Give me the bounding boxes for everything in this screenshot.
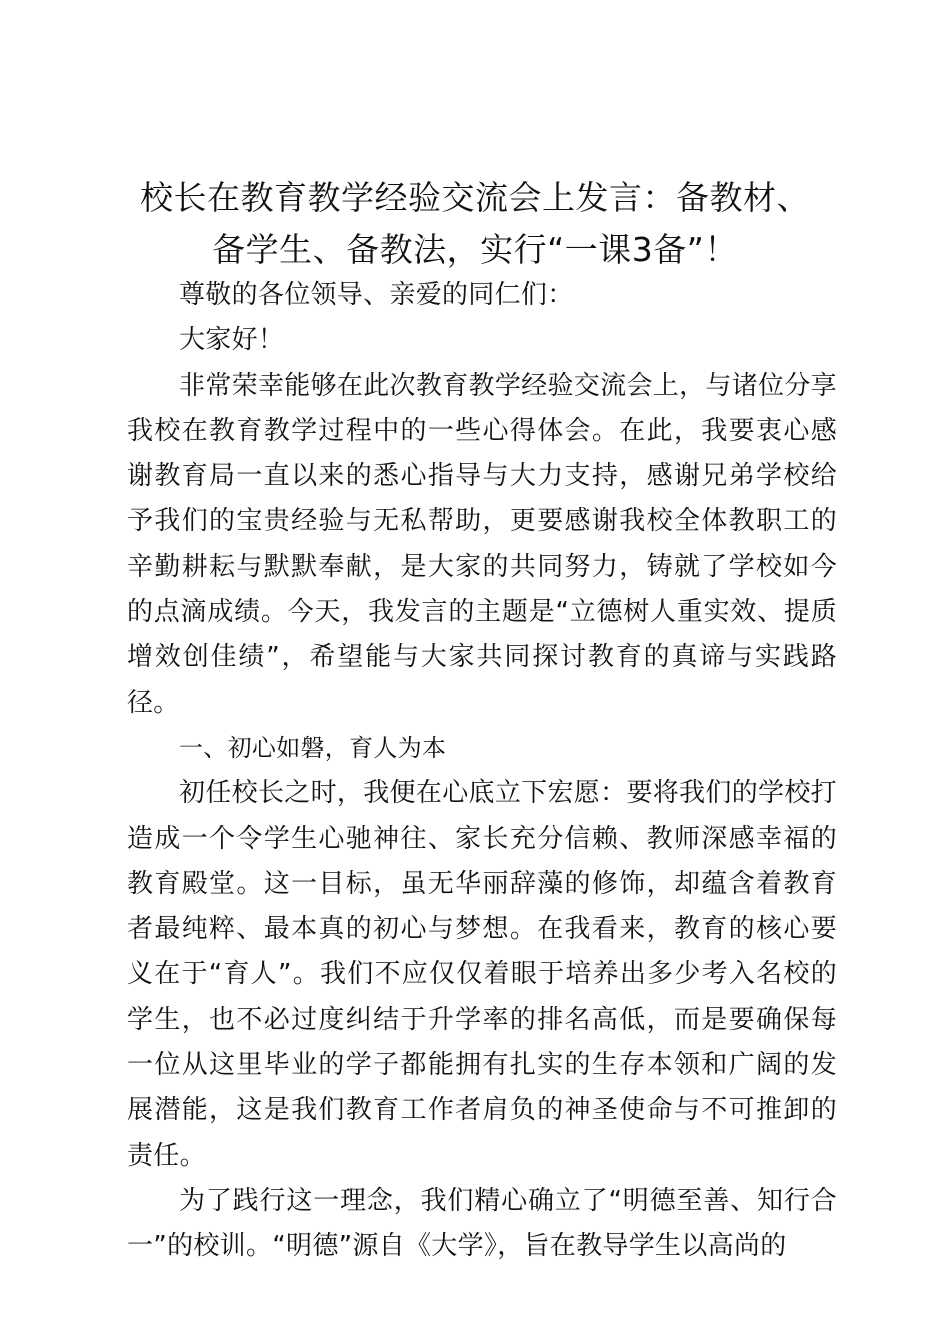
paragraph-2: 初任校长之时，我便在心底立下宏愿：要将我们的学校打造成一个令学生心驰神往、家长充分信赖、教师深感幸福的教育殿堂。这一目标，虽无华丽辞藻的修饰，却蕴含着教育者最纯粹、最本真的初心与梦想。在我看来，教育的核心要义在于“育人”。我们不应仅仅着眼于培养出多少考入名校的学生，也不必过度纠结于升学率的排名高低，而是要确保每一位从这里毕业的学子都能拥有扎实的生存本领和广阔的发展潜能，这是我们教育工作者肩负的神圣使命与不可推卸的责任。 [127,778,837,1171]
paragraph-1: 非常荣幸能够在此次教育教学经验交流会上，与诸位分享我校在教育教学过程中的一些心得体会。在此，我要衷心感谢教育局一直以来的悉心指导与大力支持，感谢兄弟学校给予我们的宝贵经验与无私帮助，更要感谢我校全体教职工的辛勤耕耘与默默奉献，是大家的共同努力，铸就了学校如今的点滴成绩。今天，我发言的主题是“立德树人重实效、提质增效创佳绩”，希望能与大家共同探讨教育的真谛与实践路径。 [127,370,837,718]
section-1-heading: 一、初心如磐，育人为本 [179,733,447,762]
document-title-line-2: 备学生、备教法，实行“一课3备”！ [212,230,738,269]
greeting: 大家好！ [179,325,285,356]
document-body [127,273,837,1270]
paragraph-3: 为了践行这一理念，我们精心确立了“明德至善、知行合一”的校训。“明德”源自《大学》，旨在教导学生以高尚的 [127,1185,837,1262]
document-title-line-1: 校长在教育教学经验交流会上发言：备教材、 [140,178,810,217]
salutation: 尊敬的各位领导、亲爱的同仁们： [179,280,574,310]
